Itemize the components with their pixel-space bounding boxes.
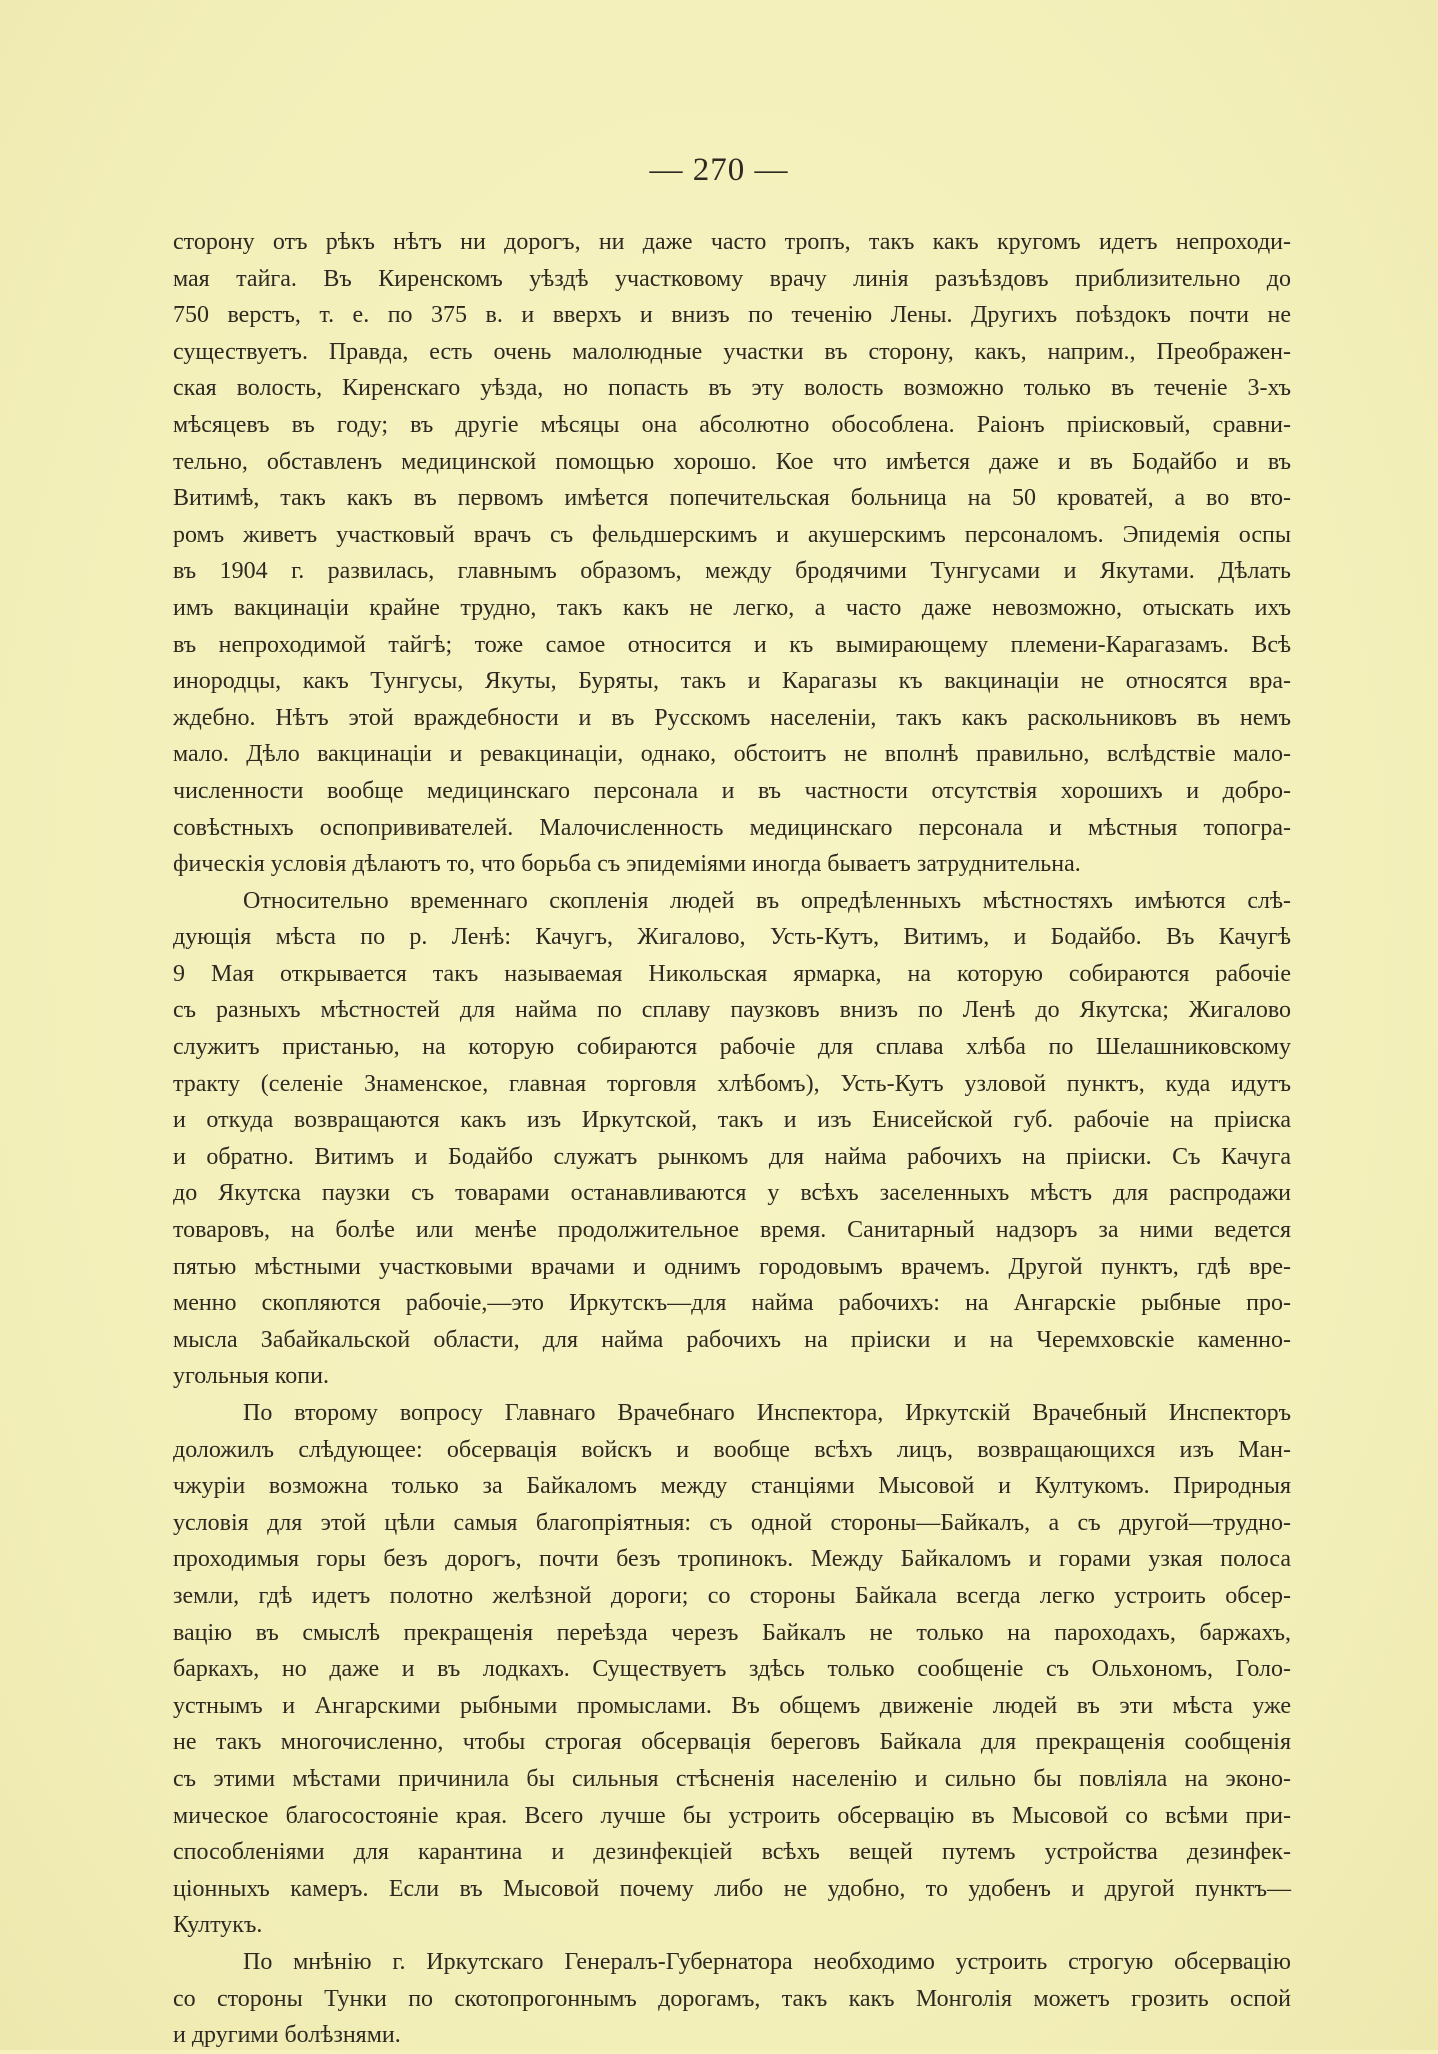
- text-line: чжуріи возможна только за Байкаломъ между станціями Мысовой и Култукомъ. Природныя: [173, 1473, 1291, 1500]
- text-line: ромъ живетъ участковый врачъ съ фельдшерскимъ и акушерскимъ персоналомъ. Эпидемія оспы: [173, 521, 1291, 548]
- text-line: существуетъ. Правда, есть очень малолюдные участки въ сторону, какъ, наприм., Преображен-: [173, 338, 1291, 365]
- text-line: угольныя копи.: [173, 1363, 329, 1390]
- text-line: и обратно. Витимъ и Бодайбо служатъ рынкомъ для найма рабочихъ на пріиски. Съ Качуга: [173, 1143, 1291, 1170]
- text-line: мѣсяцевъ въ году; въ другіе мѣсяцы она абсолютно обособлена. Раіонъ пріисковый, сравни-: [173, 411, 1291, 438]
- text-line: Витимѣ, такъ какъ въ первомъ имѣется попечительская больница на 50 кроватей, а во вто-: [173, 485, 1291, 512]
- document-body: [173, 224, 1291, 2054]
- text-line: По второму вопросу Главнаго Врачебнаго Инспектора, Иркутскій Врачебный Инспекторъ: [243, 1400, 1291, 1426]
- text-line: мало. Дѣло вакцинаціи и ревакцинаціи, однако, обстоитъ не вполнѣ правильно, вслѣдствіе мало-: [173, 741, 1291, 768]
- text-line: съ разныхъ мѣстностей для найма по сплаву паузковъ внизъ по Ленѣ до Якутска; Жигалово: [173, 997, 1291, 1024]
- text-line: совѣстныхъ оспопрививателей. Малочисленность медицинскаго персонала и мѣстныя топогра-: [173, 814, 1291, 841]
- text-line: мысла Забайкальской области, для найма рабочихъ на пріиски и на Черемховскіе каменно-: [173, 1326, 1291, 1353]
- text-line: Култукъ.: [173, 1912, 263, 1939]
- text-line: менно скопляются рабочіе,—это Иркутскъ—для найма рабочихъ: на Ангарскіе рыбные про-: [173, 1290, 1291, 1317]
- text-line: вацію въ смыслѣ прекращенія переѣзда черезъ Байкалъ не только на пароходахъ, баржахъ,: [173, 1619, 1291, 1646]
- text-line: въ 1904 г. развилась, главнымъ образомъ, между бродячими Тунгусами и Якутами. Дѣлать: [173, 558, 1291, 585]
- text-line: со стороны Тунки по скотопрогоннымъ дорогамъ, такъ какъ Монголія можетъ грозить оспой: [173, 1985, 1291, 2012]
- text-line: и откуда возвращаются какъ изъ Иркутской, такъ и изъ Енисейской губ. рабочіе на пріиска: [173, 1107, 1291, 1134]
- text-line: доложилъ слѣдующее: обсервація войскъ и вообще всѣхъ лицъ, возвращающихся изъ Ман-: [173, 1436, 1291, 1463]
- text-line: баркахъ, но даже и въ лодкахъ. Существуетъ здѣсь только сообщеніе съ Ольхономъ, Голо-: [173, 1656, 1291, 1683]
- text-line: Относительно временнаго скопленія людей въ опредѣленныхъ мѣстностяхъ имѣются слѣ-: [243, 887, 1291, 914]
- text-line: сторону отъ рѣкъ нѣтъ ни дорогъ, ни даже часто тропъ, такъ какъ кругомъ идетъ непроходи-: [173, 229, 1291, 255]
- text-line: тракту (селеніе Знаменское, главная торговля хлѣбомъ), Усть-Кутъ узловой пунктъ, куда идутъ: [173, 1070, 1291, 1097]
- text-line: численности вообще медицинскаго персонала и въ частности отсутствія хорошихъ и добро-: [173, 777, 1291, 804]
- page-number: — 270 —: [649, 152, 789, 188]
- text-line: инородцы, какъ Тунгусы, Якуты, Буряты, такъ и Карагазы къ вакцинаціи не относятся вра-: [173, 668, 1291, 695]
- paragraph: [173, 224, 1291, 883]
- text-line: и другими болѣзнями.: [173, 2022, 401, 2049]
- text-line: до Якутска паузки съ товарами останавливаются у всѣхъ заселенныхъ мѣстъ для распродажи: [173, 1180, 1291, 1207]
- text-line: проходимыя горы безъ дорогъ, почти безъ тропинокъ. Между Байкаломъ и горами узкая полоса: [173, 1546, 1291, 1573]
- text-line: земли, гдѣ идетъ полотно желѣзной дороги; со стороны Байкала всегда легко устроить обсер-: [173, 1582, 1291, 1609]
- text-line: ціонныхъ камеръ. Если въ Мысовой почему либо не удобно, то удобенъ и другой пунктъ—: [173, 1875, 1291, 1902]
- text-line: устнымъ и Ангарскими рыбными промыслами. Въ общемъ движеніе людей въ эти мѣста уже: [173, 1692, 1291, 1719]
- text-line: 750 верстъ, т. е. по 375 в. и вверхъ и внизъ по теченію Лены. Другихъ поѣздокъ почти не: [173, 302, 1291, 329]
- text-line: фическія условія дѣлаютъ то, что борьба съ эпидеміями иногда бываетъ затруднительна.: [173, 851, 1081, 878]
- text-line: товаровъ, на болѣе или менѣе продолжительное время. Санитарный надзоръ за ними ведется: [173, 1217, 1291, 1244]
- text-line: ская волость, Киренскаго уѣзда, но попасть въ эту волость возможно только въ теченіе 3-хъ: [173, 375, 1291, 402]
- text-line: способленіями для карантина и дезинфекціей всѣхъ вещей путемъ устройства дезинфек-: [173, 1839, 1291, 1866]
- text-line: ждебно. Нѣтъ этой враждебности и въ Русскомъ населеніи, такъ какъ раскольниковъ въ немъ: [173, 704, 1291, 731]
- paragraph: [173, 883, 1291, 1395]
- text-line: съ этими мѣстами причинила бы сильныя стѣсненія населенію и сильно бы повліяла на эконо-: [173, 1765, 1291, 1792]
- text-line: мая тайга. Въ Киренскомъ уѣздѣ участковому врачу линія разъѣздовъ приблизительно до: [173, 265, 1291, 292]
- paragraph: [173, 1395, 1291, 1944]
- text-line: служитъ пристанью, на которую собираются рабочіе для сплава хлѣба по Шелашниковскому: [173, 1034, 1291, 1061]
- paragraph: [173, 1944, 1291, 2054]
- text-line: въ непроходимой тайгѣ; тоже самое относится и къ вымирающему племени-Карагазамъ. Всѣ: [173, 631, 1291, 658]
- text-line: 9 Мая открывается такъ называемая Никольская ярмарка, на которую собираются рабочіе: [173, 960, 1291, 987]
- text-line: мическое благосостояніе края. Всего лучше бы устроить обсервацію въ Мысовой со всѣми при-: [173, 1802, 1291, 1829]
- text-line: тельно, обставленъ медицинской помощью хорошо. Кое что имѣется даже и въ Бодайбо и въ: [173, 448, 1291, 475]
- text-line: По мнѣнію г. Иркутскаго Генералъ-Губернатора необходимо устроить строгую обсервацію: [243, 1948, 1291, 1975]
- text-line: дующія мѣста по р. Ленѣ: Качугъ, Жигалово, Усть-Кутъ, Витимъ, и Бодайбо. Въ Качугѣ: [173, 924, 1291, 951]
- text-line: не такъ многочисленно, чтобы строгая обсервація береговъ Байкала для прекращенія сообщенія: [173, 1729, 1291, 1756]
- text-line: условія для этой цѣли самыя благопріятныя: съ одной стороны—Байкалъ, а съ другой—трудно-: [173, 1509, 1291, 1536]
- text-line: имъ вакцинаціи крайне трудно, такъ какъ не легко, а часто даже невозможно, отыскать ихъ: [173, 594, 1291, 621]
- text-line: пятью мѣстными участковыми врачами и однимъ городовымъ врачемъ. Другой пунктъ, гдѣ вре-: [173, 1253, 1291, 1280]
